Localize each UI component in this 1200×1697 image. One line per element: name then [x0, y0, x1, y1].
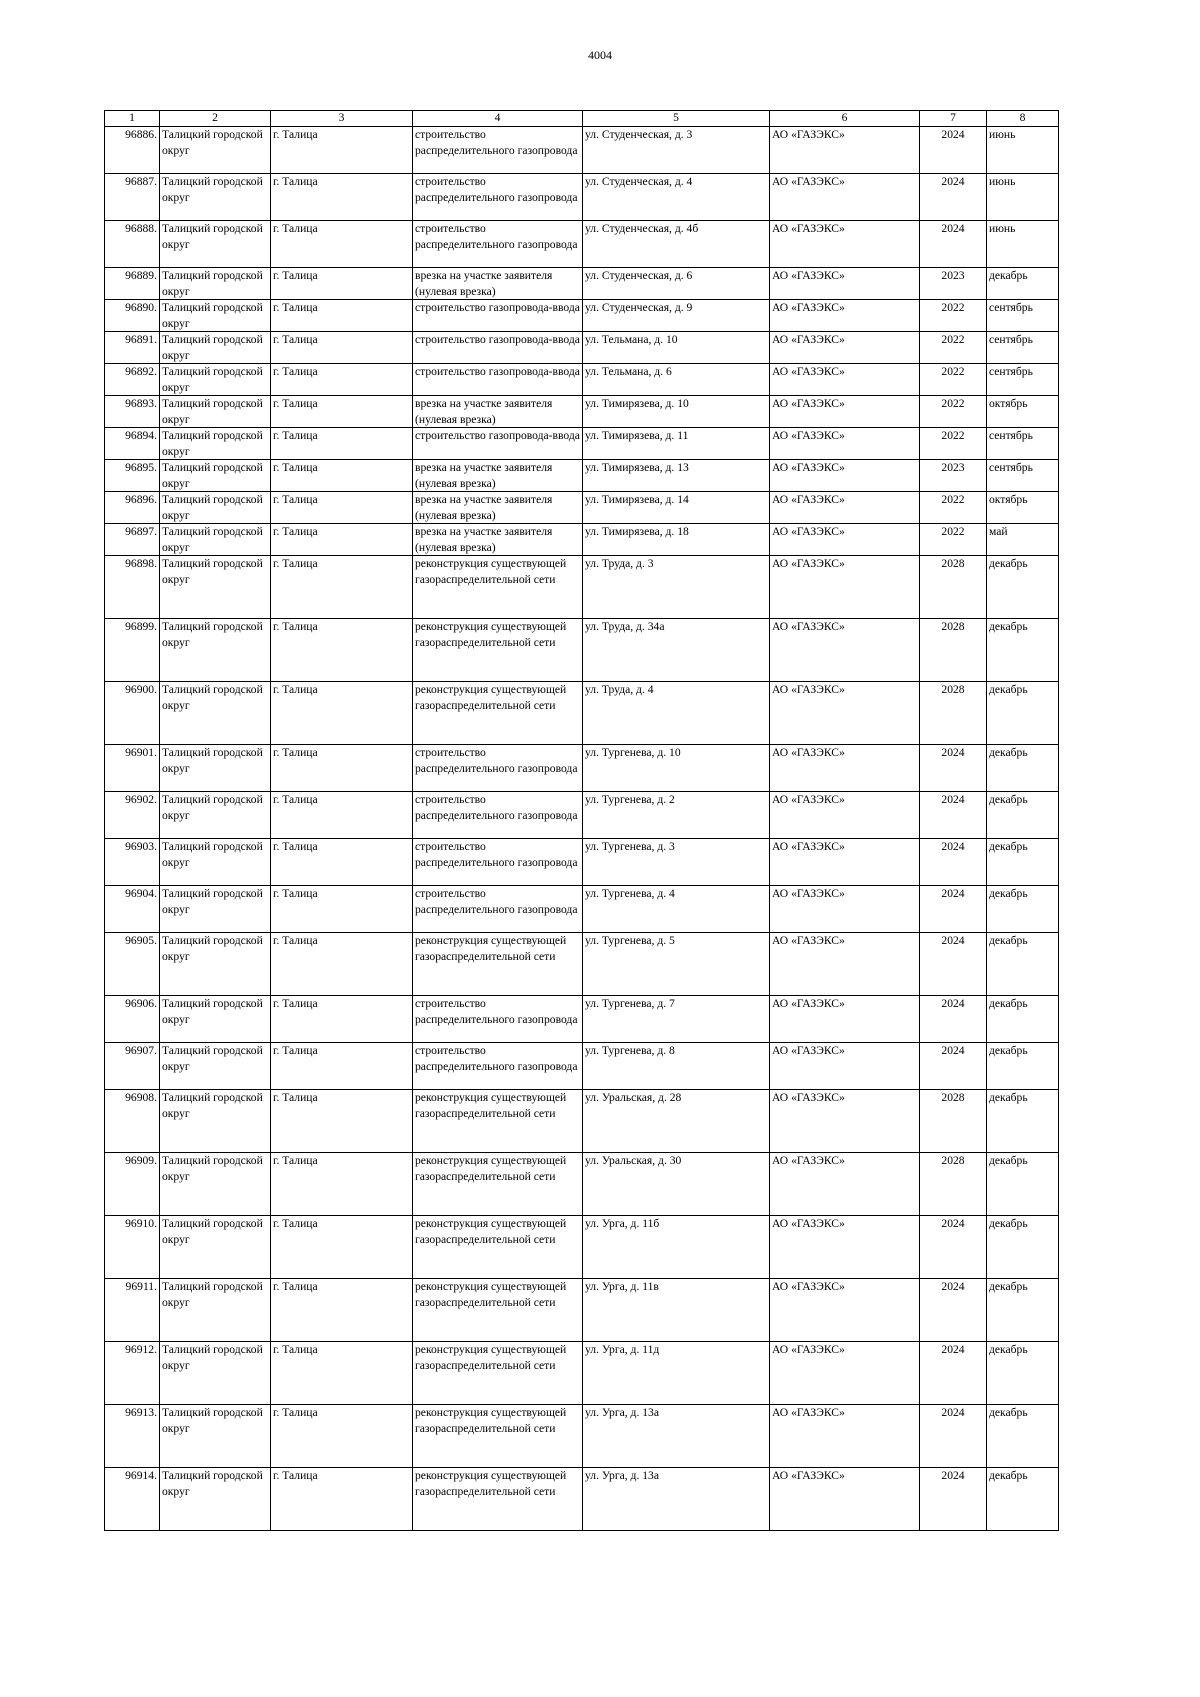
month-cell: июнь — [987, 221, 1059, 268]
work-type-cell: врезка на участке заявителя (нулевая врезка) — [413, 268, 583, 300]
month-cell: июнь — [987, 174, 1059, 221]
table-row — [105, 745, 1059, 792]
table-row — [105, 524, 1059, 556]
row-number-cell: 96890. — [105, 300, 160, 332]
row-number-cell: 96897. — [105, 524, 160, 556]
row-number-cell: 96904. — [105, 886, 160, 933]
year-cell: 2028 — [920, 1153, 987, 1216]
month-cell: май — [987, 524, 1059, 556]
address-cell: ул. Труда, д. 34а — [583, 619, 770, 682]
month-cell: декабрь — [987, 268, 1059, 300]
month-cell: октябрь — [987, 492, 1059, 524]
year-cell: 2028 — [920, 1090, 987, 1153]
month-cell: сентябрь — [987, 428, 1059, 460]
row-number-cell: 96887. — [105, 174, 160, 221]
work-type-cell: строительство распределительного газопровода — [413, 221, 583, 268]
locality-cell: г. Талица — [271, 886, 413, 933]
table-row — [105, 221, 1059, 268]
organization-cell: АО «ГАЗЭКС» — [770, 1043, 920, 1090]
work-type-cell: реконструкция существующей газораспределительной сети — [413, 1468, 583, 1531]
address-cell: ул. Труда, д. 4 — [583, 682, 770, 745]
month-cell: октябрь — [987, 396, 1059, 428]
table-row — [105, 556, 1059, 619]
address-cell: ул. Тимирязева, д. 11 — [583, 428, 770, 460]
organization-cell: АО «ГАЗЭКС» — [770, 268, 920, 300]
district-cell: Талицкий городской округ — [160, 1279, 271, 1342]
year-cell: 2024 — [920, 127, 987, 174]
organization-cell: АО «ГАЗЭКС» — [770, 1153, 920, 1216]
organization-cell: АО «ГАЗЭКС» — [770, 221, 920, 268]
locality-cell: г. Талица — [271, 933, 413, 996]
month-cell: декабрь — [987, 1043, 1059, 1090]
district-cell: Талицкий городской округ — [160, 428, 271, 460]
row-number-cell: 96899. — [105, 619, 160, 682]
table-row — [105, 1216, 1059, 1279]
work-type-cell: реконструкция существующей газораспределительной сети — [413, 933, 583, 996]
table-row — [105, 792, 1059, 839]
address-cell: ул. Урга, д. 11д — [583, 1342, 770, 1405]
organization-cell: АО «ГАЗЭКС» — [770, 492, 920, 524]
address-cell: ул. Тимирязева, д. 14 — [583, 492, 770, 524]
address-cell: ул. Тимирязева, д. 10 — [583, 396, 770, 428]
locality-cell: г. Талица — [271, 1153, 413, 1216]
address-cell: ул. Урга, д. 13а — [583, 1405, 770, 1468]
locality-cell: г. Талица — [271, 492, 413, 524]
address-cell: ул. Тургенева, д. 10 — [583, 745, 770, 792]
organization-cell: АО «ГАЗЭКС» — [770, 460, 920, 492]
locality-cell: г. Талица — [271, 1468, 413, 1531]
month-cell: сентябрь — [987, 300, 1059, 332]
locality-cell: г. Талица — [271, 127, 413, 174]
district-cell: Талицкий городской округ — [160, 221, 271, 268]
locality-cell: г. Талица — [271, 839, 413, 886]
locality-cell: г. Талица — [271, 524, 413, 556]
month-cell: декабрь — [987, 886, 1059, 933]
district-cell: Талицкий городской округ — [160, 127, 271, 174]
month-cell: июнь — [987, 127, 1059, 174]
table-row — [105, 1342, 1059, 1405]
locality-cell: г. Талица — [271, 1090, 413, 1153]
work-type-cell: строительство распределительного газопровода — [413, 745, 583, 792]
district-cell: Талицкий городской округ — [160, 364, 271, 396]
registry-table — [104, 110, 1059, 1531]
locality-cell: г. Талица — [271, 332, 413, 364]
work-type-cell: реконструкция существующей газораспределительной сети — [413, 1153, 583, 1216]
row-number-cell: 96896. — [105, 492, 160, 524]
month-cell: декабрь — [987, 996, 1059, 1043]
table-row — [105, 1405, 1059, 1468]
district-cell: Талицкий городской округ — [160, 792, 271, 839]
row-number-cell: 96886. — [105, 127, 160, 174]
row-number-cell: 96908. — [105, 1090, 160, 1153]
district-cell: Талицкий городской округ — [160, 396, 271, 428]
district-cell: Талицкий городской округ — [160, 1090, 271, 1153]
table-header — [105, 111, 1059, 127]
organization-cell: АО «ГАЗЭКС» — [770, 332, 920, 364]
year-cell: 2022 — [920, 492, 987, 524]
year-cell: 2022 — [920, 428, 987, 460]
district-cell: Талицкий городской округ — [160, 839, 271, 886]
district-cell: Талицкий городской округ — [160, 745, 271, 792]
organization-cell: АО «ГАЗЭКС» — [770, 174, 920, 221]
year-cell: 2023 — [920, 460, 987, 492]
month-cell: декабрь — [987, 933, 1059, 996]
year-cell: 2024 — [920, 1216, 987, 1279]
locality-cell: г. Талица — [271, 396, 413, 428]
work-type-cell: строительство газопровода-ввода — [413, 332, 583, 364]
locality-cell: г. Талица — [271, 792, 413, 839]
district-cell: Талицкий городской округ — [160, 1043, 271, 1090]
year-cell: 2022 — [920, 364, 987, 396]
address-cell: ул. Уральская, д. 28 — [583, 1090, 770, 1153]
address-cell: ул. Уральская, д. 30 — [583, 1153, 770, 1216]
row-number-cell: 96893. — [105, 396, 160, 428]
address-cell: ул. Студенческая, д. 3 — [583, 127, 770, 174]
month-cell: декабрь — [987, 1216, 1059, 1279]
table-row — [105, 174, 1059, 221]
column-header: 7 — [920, 111, 987, 127]
address-cell: ул. Труда, д. 3 — [583, 556, 770, 619]
row-number-cell: 96903. — [105, 839, 160, 886]
row-number-cell: 96905. — [105, 933, 160, 996]
row-number-cell: 96914. — [105, 1468, 160, 1531]
table-row — [105, 1090, 1059, 1153]
organization-cell: АО «ГАЗЭКС» — [770, 933, 920, 996]
locality-cell: г. Талица — [271, 556, 413, 619]
locality-cell: г. Талица — [271, 1216, 413, 1279]
row-number-cell: 96910. — [105, 1216, 160, 1279]
locality-cell: г. Талица — [271, 1342, 413, 1405]
district-cell: Талицкий городской округ — [160, 682, 271, 745]
year-cell: 2028 — [920, 556, 987, 619]
table-row — [105, 364, 1059, 396]
table-row — [105, 839, 1059, 886]
table-row — [105, 300, 1059, 332]
organization-cell: АО «ГАЗЭКС» — [770, 1279, 920, 1342]
district-cell: Талицкий городской округ — [160, 619, 271, 682]
year-cell: 2024 — [920, 1279, 987, 1342]
work-type-cell: строительство распределительного газопровода — [413, 174, 583, 221]
locality-cell: г. Талица — [271, 460, 413, 492]
table-row — [105, 268, 1059, 300]
year-cell: 2024 — [920, 745, 987, 792]
year-cell: 2024 — [920, 1342, 987, 1405]
district-cell: Талицкий городской округ — [160, 1405, 271, 1468]
organization-cell: АО «ГАЗЭКС» — [770, 556, 920, 619]
locality-cell: г. Талица — [271, 1279, 413, 1342]
table-row — [105, 332, 1059, 364]
address-cell: ул. Тургенева, д. 8 — [583, 1043, 770, 1090]
row-number-cell: 96892. — [105, 364, 160, 396]
row-number-cell: 96907. — [105, 1043, 160, 1090]
work-type-cell: реконструкция существующей газораспределительной сети — [413, 682, 583, 745]
locality-cell: г. Талица — [271, 996, 413, 1043]
locality-cell: г. Талица — [271, 619, 413, 682]
address-cell: ул. Тельмана, д. 6 — [583, 364, 770, 396]
row-number-cell: 96888. — [105, 221, 160, 268]
work-type-cell: строительство газопровода-ввода — [413, 364, 583, 396]
month-cell: декабрь — [987, 745, 1059, 792]
row-number-cell: 96891. — [105, 332, 160, 364]
work-type-cell: реконструкция существующей газораспределительной сети — [413, 619, 583, 682]
district-cell: Талицкий городской округ — [160, 332, 271, 364]
month-cell: декабрь — [987, 792, 1059, 839]
organization-cell: АО «ГАЗЭКС» — [770, 1216, 920, 1279]
year-cell: 2024 — [920, 1043, 987, 1090]
work-type-cell: строительство распределительного газопровода — [413, 839, 583, 886]
district-cell: Талицкий городской округ — [160, 492, 271, 524]
work-type-cell: строительство распределительного газопровода — [413, 996, 583, 1043]
year-cell: 2023 — [920, 268, 987, 300]
address-cell: ул. Студенческая, д. 9 — [583, 300, 770, 332]
work-type-cell: врезка на участке заявителя (нулевая врезка) — [413, 396, 583, 428]
district-cell: Талицкий городской округ — [160, 556, 271, 619]
table-row — [105, 933, 1059, 996]
table-row — [105, 428, 1059, 460]
work-type-cell: строительство газопровода-ввода — [413, 428, 583, 460]
row-number-cell: 96900. — [105, 682, 160, 745]
row-number-cell: 96889. — [105, 268, 160, 300]
column-header: 5 — [583, 111, 770, 127]
column-header: 3 — [271, 111, 413, 127]
page-number: 4004 — [588, 48, 612, 62]
district-cell: Талицкий городской округ — [160, 933, 271, 996]
month-cell: декабрь — [987, 1090, 1059, 1153]
organization-cell: АО «ГАЗЭКС» — [770, 745, 920, 792]
work-type-cell: строительство распределительного газопровода — [413, 1043, 583, 1090]
year-cell: 2024 — [920, 1405, 987, 1468]
year-cell: 2022 — [920, 524, 987, 556]
organization-cell: АО «ГАЗЭКС» — [770, 996, 920, 1043]
work-type-cell: реконструкция существующей газораспределительной сети — [413, 1279, 583, 1342]
locality-cell: г. Талица — [271, 428, 413, 460]
locality-cell: г. Талица — [271, 1043, 413, 1090]
district-cell: Талицкий городской округ — [160, 460, 271, 492]
table-body — [105, 127, 1059, 1531]
row-number-cell: 96902. — [105, 792, 160, 839]
organization-cell: АО «ГАЗЭКС» — [770, 396, 920, 428]
year-cell: 2024 — [920, 174, 987, 221]
organization-cell: АО «ГАЗЭКС» — [770, 886, 920, 933]
work-type-cell: реконструкция существующей газораспределительной сети — [413, 1090, 583, 1153]
column-header: 6 — [770, 111, 920, 127]
locality-cell: г. Талица — [271, 300, 413, 332]
organization-cell: АО «ГАЗЭКС» — [770, 524, 920, 556]
year-cell: 2028 — [920, 682, 987, 745]
column-header: 1 — [105, 111, 160, 127]
month-cell: декабрь — [987, 1153, 1059, 1216]
organization-cell: АО «ГАЗЭКС» — [770, 300, 920, 332]
organization-cell: АО «ГАЗЭКС» — [770, 792, 920, 839]
locality-cell: г. Талица — [271, 174, 413, 221]
month-cell: декабрь — [987, 1279, 1059, 1342]
address-cell: ул. Студенческая, д. 4 — [583, 174, 770, 221]
address-cell: ул. Урга, д. 13а — [583, 1468, 770, 1531]
district-cell: Талицкий городской округ — [160, 1153, 271, 1216]
work-type-cell: врезка на участке заявителя (нулевая врезка) — [413, 492, 583, 524]
column-header: 8 — [987, 111, 1059, 127]
address-cell: ул. Тургенева, д. 4 — [583, 886, 770, 933]
table-row — [105, 682, 1059, 745]
address-cell: ул. Тельмана, д. 10 — [583, 332, 770, 364]
address-cell: ул. Тургенева, д. 7 — [583, 996, 770, 1043]
locality-cell: г. Талица — [271, 745, 413, 792]
table-row — [105, 1468, 1059, 1531]
column-header: 2 — [160, 111, 271, 127]
locality-cell: г. Талица — [271, 682, 413, 745]
address-cell: ул. Урга, д. 11б — [583, 1216, 770, 1279]
row-number-cell: 96898. — [105, 556, 160, 619]
row-number-cell: 96895. — [105, 460, 160, 492]
year-cell: 2022 — [920, 300, 987, 332]
work-type-cell: реконструкция существующей газораспределительной сети — [413, 556, 583, 619]
table-row — [105, 1153, 1059, 1216]
district-cell: Талицкий городской округ — [160, 268, 271, 300]
year-cell: 2024 — [920, 996, 987, 1043]
row-number-cell: 96901. — [105, 745, 160, 792]
organization-cell: АО «ГАЗЭКС» — [770, 1342, 920, 1405]
year-cell: 2028 — [920, 619, 987, 682]
month-cell: декабрь — [987, 1468, 1059, 1531]
organization-cell: АО «ГАЗЭКС» — [770, 1405, 920, 1468]
address-cell: ул. Тимирязева, д. 18 — [583, 524, 770, 556]
table-row — [105, 460, 1059, 492]
year-cell: 2022 — [920, 396, 987, 428]
address-cell: ул. Тургенева, д. 5 — [583, 933, 770, 996]
address-cell: ул. Тимирязева, д. 13 — [583, 460, 770, 492]
row-number-cell: 96909. — [105, 1153, 160, 1216]
locality-cell: г. Талица — [271, 1405, 413, 1468]
organization-cell: АО «ГАЗЭКС» — [770, 127, 920, 174]
district-cell: Талицкий городской округ — [160, 300, 271, 332]
work-type-cell: строительство распределительного газопровода — [413, 886, 583, 933]
month-cell: декабрь — [987, 556, 1059, 619]
table-row — [105, 492, 1059, 524]
table-row — [105, 619, 1059, 682]
table-row — [105, 1279, 1059, 1342]
district-cell: Талицкий городской округ — [160, 1216, 271, 1279]
work-type-cell: реконструкция существующей газораспределительной сети — [413, 1216, 583, 1279]
work-type-cell: строительство распределительного газопровода — [413, 792, 583, 839]
year-cell: 2024 — [920, 792, 987, 839]
district-cell: Талицкий городской округ — [160, 1468, 271, 1531]
year-cell: 2022 — [920, 332, 987, 364]
year-cell: 2024 — [920, 886, 987, 933]
column-header: 4 — [413, 111, 583, 127]
month-cell: декабрь — [987, 839, 1059, 886]
table-row — [105, 1043, 1059, 1090]
month-cell: декабрь — [987, 1342, 1059, 1405]
organization-cell: АО «ГАЗЭКС» — [770, 619, 920, 682]
table-row — [105, 996, 1059, 1043]
month-cell: сентябрь — [987, 332, 1059, 364]
month-cell: декабрь — [987, 682, 1059, 745]
organization-cell: АО «ГАЗЭКС» — [770, 682, 920, 745]
locality-cell: г. Талица — [271, 268, 413, 300]
organization-cell: АО «ГАЗЭКС» — [770, 428, 920, 460]
row-number-cell: 96906. — [105, 996, 160, 1043]
work-type-cell: реконструкция существующей газораспределительной сети — [413, 1342, 583, 1405]
work-type-cell: врезка на участке заявителя (нулевая врезка) — [413, 460, 583, 492]
year-cell: 2024 — [920, 221, 987, 268]
row-number-cell: 96912. — [105, 1342, 160, 1405]
row-number-cell: 96894. — [105, 428, 160, 460]
address-cell: ул. Тургенева, д. 3 — [583, 839, 770, 886]
locality-cell: г. Талица — [271, 221, 413, 268]
organization-cell: АО «ГАЗЭКС» — [770, 1090, 920, 1153]
district-cell: Талицкий городской округ — [160, 1342, 271, 1405]
year-cell: 2024 — [920, 839, 987, 886]
table-row — [105, 127, 1059, 174]
address-cell: ул. Тургенева, д. 2 — [583, 792, 770, 839]
row-number-cell: 96913. — [105, 1405, 160, 1468]
district-cell: Талицкий городской округ — [160, 886, 271, 933]
address-cell: ул. Студенческая, д. 4б — [583, 221, 770, 268]
organization-cell: АО «ГАЗЭКС» — [770, 839, 920, 886]
table-row — [105, 396, 1059, 428]
district-cell: Талицкий городской округ — [160, 174, 271, 221]
district-cell: Талицкий городской округ — [160, 996, 271, 1043]
work-type-cell: строительство газопровода-ввода — [413, 300, 583, 332]
month-cell: сентябрь — [987, 460, 1059, 492]
table-row — [105, 886, 1059, 933]
month-cell: декабрь — [987, 1405, 1059, 1468]
work-type-cell: строительство распределительного газопровода — [413, 127, 583, 174]
year-cell: 2024 — [920, 1468, 987, 1531]
month-cell: сентябрь — [987, 364, 1059, 396]
address-cell: ул. Урга, д. 11в — [583, 1279, 770, 1342]
month-cell: декабрь — [987, 619, 1059, 682]
organization-cell: АО «ГАЗЭКС» — [770, 364, 920, 396]
work-type-cell: реконструкция существующей газораспределительной сети — [413, 1405, 583, 1468]
district-cell: Талицкий городской округ — [160, 524, 271, 556]
row-number-cell: 96911. — [105, 1279, 160, 1342]
work-type-cell: врезка на участке заявителя (нулевая врезка) — [413, 524, 583, 556]
locality-cell: г. Талица — [271, 364, 413, 396]
year-cell: 2024 — [920, 933, 987, 996]
address-cell: ул. Студенческая, д. 6 — [583, 268, 770, 300]
organization-cell: АО «ГАЗЭКС» — [770, 1468, 920, 1531]
